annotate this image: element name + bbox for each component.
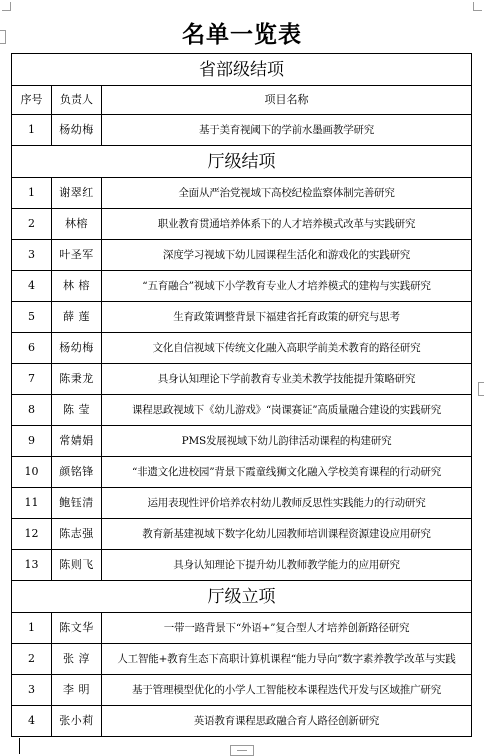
row-leader: 陈志强 bbox=[52, 519, 102, 550]
row-leader: 陈则飞 bbox=[52, 550, 102, 581]
row-project: 具身认知理论下学前教育专业美术教学技能提升策略研究 bbox=[102, 364, 472, 395]
row-index: 13 bbox=[12, 550, 52, 581]
column-header-project: 项目名称 bbox=[102, 86, 472, 115]
column-header-leader: 负责人 bbox=[52, 86, 102, 115]
table-row bbox=[12, 457, 472, 488]
row-leader: 陈 莹 bbox=[52, 395, 102, 426]
roster-table-body bbox=[12, 54, 472, 737]
row-index: 9 bbox=[12, 426, 52, 457]
row-index: 8 bbox=[12, 395, 52, 426]
row-project: 教育新基建视域下数字化幼儿园教师培训课程资源建设应用研究 bbox=[102, 519, 472, 550]
row-index: 3 bbox=[12, 675, 52, 706]
table-row bbox=[12, 426, 472, 457]
row-project: 运用表现性评价培养农村幼儿教师反思性实践能力的行动研究 bbox=[102, 488, 472, 519]
column-header-row bbox=[12, 86, 472, 115]
row-leader: 张 淳 bbox=[52, 644, 102, 675]
section-header-row bbox=[12, 54, 472, 86]
row-index: 2 bbox=[12, 644, 52, 675]
page-corner-mark-top-left bbox=[2, 2, 11, 11]
table-row bbox=[12, 178, 472, 209]
row-project: 深度学习视域下幼儿园课程生活化和游戏化的实践研究 bbox=[102, 240, 472, 271]
row-project: PMS发展视域下幼儿韵律活动课程的构建研究 bbox=[102, 426, 472, 457]
margin-marker-right bbox=[478, 382, 484, 396]
row-leader: 李 明 bbox=[52, 675, 102, 706]
table-row bbox=[12, 302, 472, 333]
page-corner-mark-top-right bbox=[473, 2, 482, 11]
section-title: 厅级立项 bbox=[12, 581, 472, 613]
table-row bbox=[12, 519, 472, 550]
row-leader: 鲍钰清 bbox=[52, 488, 102, 519]
row-project: 基于管理模型优化的小学人工智能校本课程迭代开发与区域推广研究 bbox=[102, 675, 472, 706]
table-row bbox=[12, 644, 472, 675]
row-project: 文化自信视域下传统文化融入高职学前美术教育的路径研究 bbox=[102, 333, 472, 364]
row-project: 基于美育视阈下的学前水墨画教学研究 bbox=[102, 115, 472, 146]
row-project: 人工智能+教育生态下高职计算机课程“能力导向”数字素养教学改革与实践 bbox=[102, 644, 472, 675]
table-row bbox=[12, 333, 472, 364]
section-title: 省部级结项 bbox=[12, 54, 472, 86]
row-index: 12 bbox=[12, 519, 52, 550]
document-title: 名单一览表 bbox=[182, 21, 302, 48]
row-index: 1 bbox=[12, 613, 52, 644]
row-project: 具身认知理论下提升幼儿教师教学能力的应用研究 bbox=[102, 550, 472, 581]
section-header-row bbox=[12, 146, 472, 178]
table-row bbox=[12, 706, 472, 737]
column-header-index: 序号 bbox=[12, 86, 52, 115]
row-leader: 林 榕 bbox=[52, 271, 102, 302]
row-leader: 薛 莲 bbox=[52, 302, 102, 333]
row-project: 全面从严治党视域下高校纪检监察体制完善研究 bbox=[102, 178, 472, 209]
row-index: 7 bbox=[12, 364, 52, 395]
row-index: 6 bbox=[12, 333, 52, 364]
row-index: 4 bbox=[12, 706, 52, 737]
roster-table bbox=[11, 53, 472, 737]
table-row bbox=[12, 209, 472, 240]
table-row bbox=[12, 550, 472, 581]
table-row bbox=[12, 115, 472, 146]
row-project: 生育政策调整背景下福建省托育政策的研究与思考 bbox=[102, 302, 472, 333]
row-leader: 颜铭锋 bbox=[52, 457, 102, 488]
row-leader: 张小莉 bbox=[52, 706, 102, 737]
row-project: “非遗文化进校园”背景下霞童线狮文化融入学校美育课程的行动研究 bbox=[102, 457, 472, 488]
row-project: 职业教育贯通培养体系下的人才培养模式改革与实践研究 bbox=[102, 209, 472, 240]
row-project: 课程思政视域下《幼儿游戏》“岗课赛证”高质量融合建设的实践研究 bbox=[102, 395, 472, 426]
page-break-handle[interactable] bbox=[230, 745, 254, 756]
row-index: 1 bbox=[12, 115, 52, 146]
row-leader: 常婧娟 bbox=[52, 426, 102, 457]
row-leader: 陈文华 bbox=[52, 613, 102, 644]
row-leader: 叶圣军 bbox=[52, 240, 102, 271]
section-header-row bbox=[12, 581, 472, 613]
table-row bbox=[12, 240, 472, 271]
row-index: 2 bbox=[12, 209, 52, 240]
row-project: 一带一路背景下“外语+”复合型人才培养创新路径研究 bbox=[102, 613, 472, 644]
table-row bbox=[12, 675, 472, 706]
row-index: 1 bbox=[12, 178, 52, 209]
section-title: 厅级结项 bbox=[12, 146, 472, 178]
row-project: “五育融合”视域下小学教育专业人才培养模式的建构与实践研究 bbox=[102, 271, 472, 302]
table-row bbox=[12, 488, 472, 519]
row-index: 4 bbox=[12, 271, 52, 302]
table-row bbox=[12, 613, 472, 644]
table-row bbox=[12, 395, 472, 426]
row-leader: 谢翠红 bbox=[52, 178, 102, 209]
row-project: 英语教育课程思政融合育人路径创新研究 bbox=[102, 706, 472, 737]
row-leader: 杨幼梅 bbox=[52, 333, 102, 364]
row-index: 10 bbox=[12, 457, 52, 488]
row-leader: 陈秉龙 bbox=[52, 364, 102, 395]
row-leader: 林榕 bbox=[52, 209, 102, 240]
row-index: 5 bbox=[12, 302, 52, 333]
row-leader: 杨幼梅 bbox=[52, 115, 102, 146]
row-index: 11 bbox=[12, 488, 52, 519]
table-row bbox=[12, 364, 472, 395]
text-cursor bbox=[19, 738, 20, 754]
row-index: 3 bbox=[12, 240, 52, 271]
table-row bbox=[12, 271, 472, 302]
